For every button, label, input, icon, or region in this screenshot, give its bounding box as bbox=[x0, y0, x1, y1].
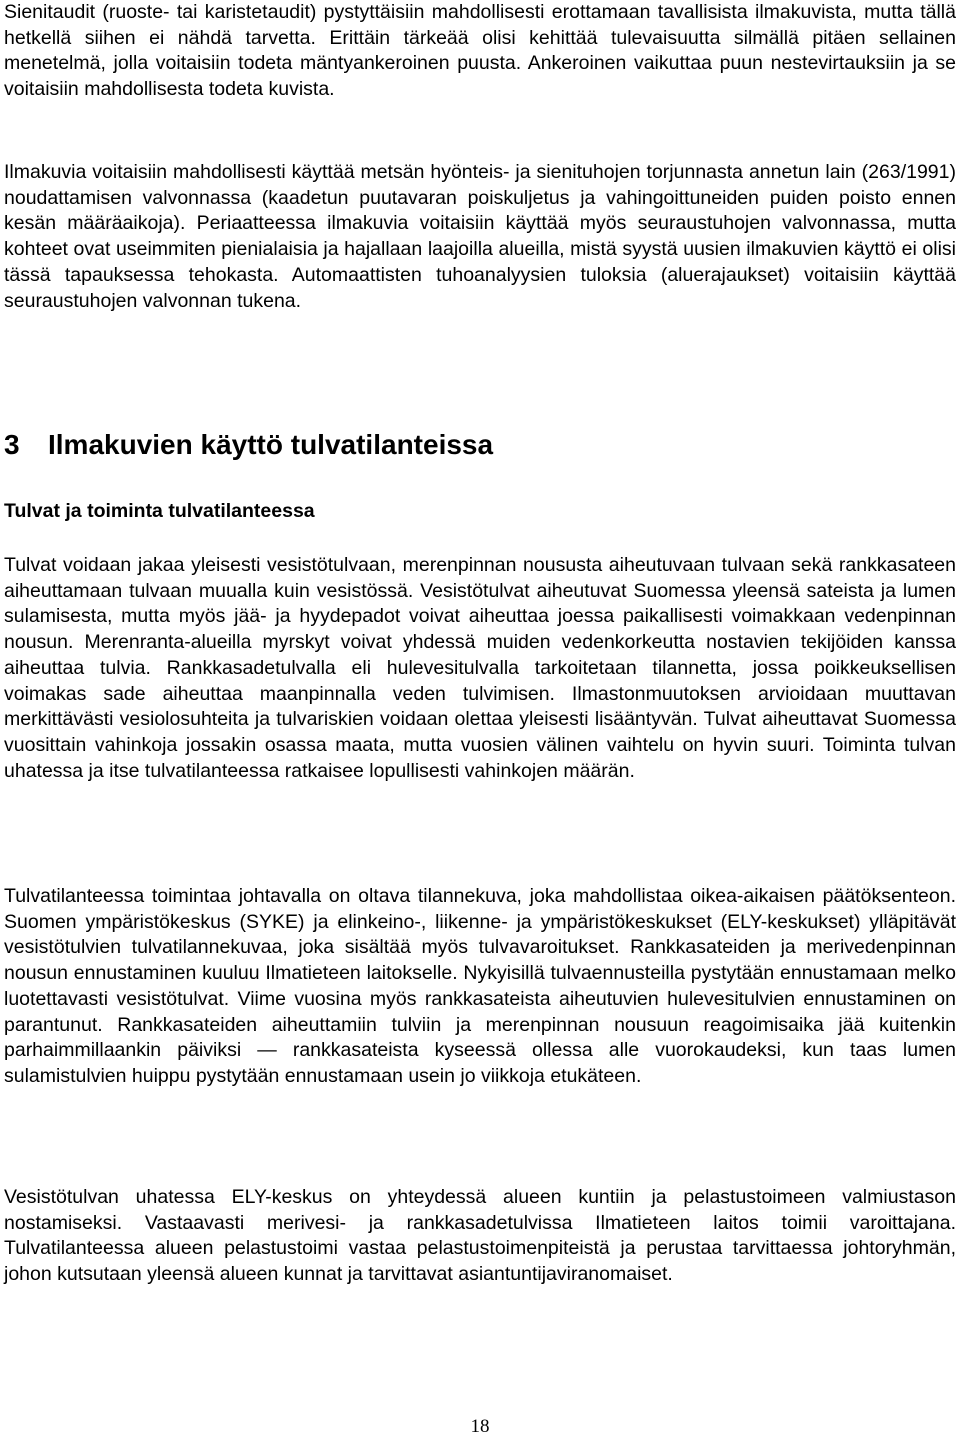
paragraph-flood-types: Tulvat voidaan jakaa yleisesti vesistötulvaan, merenpinnan noususta aiheutuvaan tulvaan sekä rankkasateen aiheuttamaan tulvaan muualla kuin vesistössä. Vesistötulvat aiheutuvat Suomessa yleensä sateista ja lumen sulamisesta, mutta myös jää- ja hyydepadot voivat aiheuttaa joessa paikallisesti voimakkaan vedenpinnan nousun. Merenranta-alueilla myrskyt voivat yhdessä muiden vedenkorkeutta nostavien tekijöiden kanssa aiheuttaa tulvia. Rankkasadetulvalla eli hulevesitulvalla tarkoitetaan tilannetta, jossa poikkeuksellisen voimakas sade aiheuttaa maanpinnalla veden tulvimisen. Ilmastonmuutoksen arvioidaan muuttavan merkittävästi vesiolosuhteita ja tulvariskien voidaan olettaa yleisesti lisääntyvän. Tulvat aiheuttavat Suomessa vuosittain vahinkoja jossakin osassa maata, mutta vuosien välinen vaihtelu on hyvin suuri. Toiminta tulvan uhatessa ja itse tulvatilanteessa ratkaisee lopullisesti vahinkojen määrän. bbox=[4, 554, 956, 782]
section-title: Ilmakuvien käyttö tulvatilanteissa bbox=[48, 429, 494, 460]
subheading: Tulvat ja toiminta tulvatilanteessa bbox=[4, 500, 315, 522]
section-number: 3 bbox=[4, 429, 20, 460]
paragraph-fungal-diseases: Sienitaudit (ruoste- tai karistetaudit) pystyttäisiin mahdollisesti erottamaan tavallisista ilmakuvista, mutta tällä hetkellä siihen ei nähdä tarvetta. Erittäin tärkeää olisi kehittää tulevaisuutta silmällä pitäen sellainen menetelmä, jolla voitaisiin todeta mäntyankeroinen puusta. Ankeroinen vaikuttaa puun nestevirtauksiin ja se voitaisiin mahdollisesta todeta kuvista. bbox=[4, 1, 956, 101]
paragraph-aerial-image-monitoring: Ilmakuvia voitaisiin mahdollisesti käyttää metsän hyönteis- ja sienituhojen torjunnasta annetun lain (263/1991) noudattamisen valvonnassa (kaadetun puutavaran poiskuljetus ja vahingoittuneiden puiden poisto ennen kesän määräaikoja). Periaatteessa ilmakuvia voitaisiin käyttää myös seuraustuhojen valvonnassa, mutta kohteet ovat useimmiten pienialaisia ja hajallaan laajoilla alueilla, mistä syystä uusien ilmakuvien käyttö ei olisi tässä tapauksessa tehokasta. Automaattisten tuhoanalyysien tuloksia (aluerajaukset) voitaisiin käyttää seuraustuhojen valvonnan tukena. bbox=[4, 161, 956, 312]
page-number: 18 bbox=[470, 1416, 490, 1437]
paragraph-flood-response: Vesistötulvan uhatessa ELY-keskus on yhteydessä alueen kuntiin ja pelastustoimeen valmiustason nostamiseksi. Vastaavasti merivesi- ja rankkasadetulvissa Ilmatieteen laitos toimii varoittajana. Tulvatilanteessa alueen pelastustoimi vastaa pelastustoimenpiteistä ja perustaa tarvittaessa johtoryhmän, johon kutsutaan yleensä alueen kunnat ja tarvittavat asiantuntijaviranomaiset. bbox=[4, 1186, 956, 1286]
section-heading bbox=[4, 428, 956, 462]
paragraph-flood-situation-awareness: Tulvatilanteessa toimintaa johtavalla on oltava tilannekuva, joka mahdollistaa oikea-aikaisen päätöksenteon. Suomen ympäristökeskus (SYKE) ja elinkeino-, liikenne- ja ympäristökeskukset (ELY-keskukset) ylläpitävät vesistötulvien tulvatilannekuvaa, joka sisältää myös tulvavaroitukset. Rankkasateiden ja merivedenpinnan nousun ennustaminen kuuluu Ilmatieteen laitokselle. Nykyisillä tulvaennusteilla pystytään ennustamaan melko luotettavasti vesistötulvat. Viime vuosina myös rankkasateista aiheutuvien hulevesitulvien ennustaminen on parantunut. Rankkasateiden aiheuttamiin tulviin ja merenpinnan nousuun reagoimisaika jää kuitenkin parhaimmillaankin päiviksi — rankkasateista kyseessä ollessa alle vuorokaudeksi, kun taas lumen sulamistulvien huippu pystytään ennustamaan usein jo viikkoja etukäteen. bbox=[4, 885, 956, 1087]
